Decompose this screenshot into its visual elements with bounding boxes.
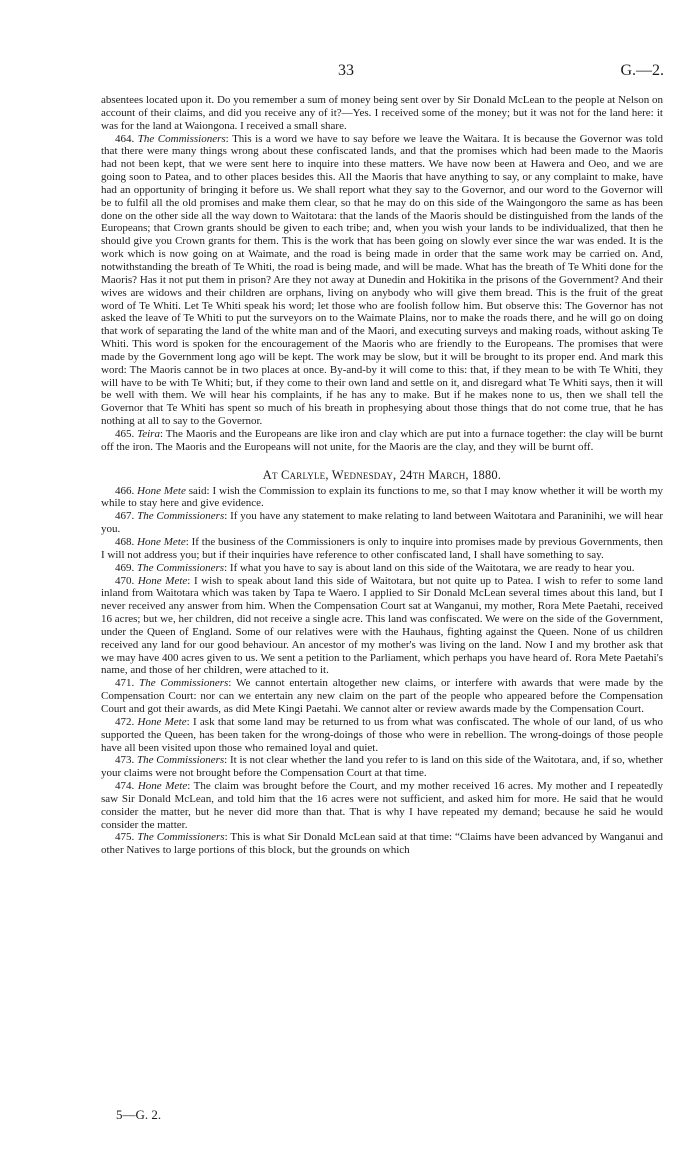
testimony-paragraph — [101, 510, 663, 536]
speaker-separator: : — [185, 536, 189, 548]
paragraph-text: The Maoris and the Europeans are like iron and clay which are put into a furnace together: the clay will be burnt off the iron. The Maoris and the Europeans will not unite, for the Maoris are the clay, and they will be burnt off. — [101, 427, 663, 453]
speaker-name: The Commissioners — [137, 831, 225, 844]
speaker-name: Hone Mete — [137, 536, 186, 548]
paragraph-number: 469. — [115, 561, 135, 574]
paragraph-text: If what you have to say is about land on this side of the Waitotara, we are ready to hear you. — [229, 561, 635, 574]
testimony-paragraph — [101, 536, 663, 562]
paragraph-number: 467. — [115, 510, 135, 523]
speaker-separator: : — [224, 561, 228, 574]
testimony-paragraph — [101, 716, 663, 755]
speaker-name: Hone Mete — [137, 484, 186, 497]
paragraph-text: If the business of the Commissioners is only to inquire into promises made by previous Governments, then I will not address you; but if their inquiries have reference to other confiscated land, I shall have something to say. — [101, 536, 663, 561]
paragraph-number: 464. — [115, 132, 135, 145]
speaker-name: Teira — [137, 427, 160, 440]
paragraph-text: If you have any statement to make relating to land between Waitotara and Paraninihi, we will hear you. — [101, 510, 664, 536]
speaker-name: The Commissioners — [137, 561, 225, 574]
speaker-separator: : — [186, 715, 190, 728]
speaker-name: The Commissioners — [137, 132, 226, 145]
document-reference: G.—2. — [620, 62, 664, 79]
paragraphs-bottom — [101, 485, 663, 857]
paragraph-number: 474. — [115, 780, 135, 793]
speaker-name: Hone Mete — [137, 715, 187, 728]
speaker-separator: : — [159, 427, 164, 440]
paragraph-text: I wish to speak about land this side of Waitotara, but not quite up to Patea. I wish to refer to some land inland from Waitotara which was taken by Tapa te Waero. I applied to Sir Donald McLean several times about this land, but I never received any answer from him. When the Compensation Court sat at Wanganui, my mother, Rora Mete Paetahi, received 16 acres; but we, her children, did not receive a single acre. This land was confiscated. We were on the side of the Government, under the Queen of England. Some of our relatives were with the Hauhaus, fighting against the Queen. None of us children received any land for our good behaviour. An ancestor of my mother's was living on the land. Now I and my brother ask that we may have 400 acres given to us. We sent a petition to the Parliament, which perhaps you have heard of. Rora Mete Paetahi's name, and those of her children, were attached to it. — [101, 574, 664, 677]
paragraph-number: 466. — [115, 484, 135, 497]
speaker-name: The Commissioners — [137, 510, 225, 523]
speaker-separator: : — [187, 574, 191, 587]
paragraph-text: It is not clear whether the land you refer to is land on this side of the Waitotara, and, if so, whether your claims were not brought before the Compensation Court at that time. — [101, 754, 664, 780]
paragraph-number: 472. — [115, 715, 135, 728]
section-heading: At Carlyle, Wednesday, 24th March, 1880. — [262, 467, 502, 482]
signature-mark: 5—G. 2. — [116, 1107, 162, 1122]
paragraph-number: 470. — [115, 574, 135, 587]
document-body — [101, 94, 663, 857]
page-number: 33 — [338, 62, 354, 79]
speaker-separator: : — [187, 780, 191, 793]
speaker-separator: : — [224, 510, 228, 523]
testimony-paragraph — [101, 428, 663, 454]
testimony-paragraph — [101, 677, 663, 716]
paragraph-number: 471. — [115, 677, 135, 690]
speaker-name: Hone Mete — [137, 574, 188, 587]
testimony-paragraph — [101, 780, 663, 831]
speaker-name: The Commissioners — [137, 754, 225, 767]
testimony-paragraph — [101, 485, 663, 511]
speaker-name: The Commissioners — [139, 677, 229, 690]
paragraph-text: This is a word we have to say before we leave the Waitara. It is because the Governor was told that there were many things wrong about these confiscated lands, and that the promises which had been made to the Maoris had not been kept, that we were sent here to inquire into these matters. We have now been at Hawera and Oeo, and we are going soon to Patea, and to other places besides this. All the Maoris that have anything to say, or any complaint to make, have had an opportunity of bringing it before us. We shall report what they say to the Governor, and our word to the Governor will be to fulfil all the old promises and make them clear, so that he may do on this side of the Waingongoro the same as has been done on the other side all the way down to Waitotara: that the lands of the Maoris should be distinguished from the lands of the Europeans; that Crown grants should be given to each tribe; and, when you wish your lands to be individualized, that then he should give you Crown grants for them. This is the work that has been going on slowly ever since the war was ended. It is the work which is now going on at Waimate, and the road is being made in order that the same work may be carried on. And, notwithstanding the breath of Te Whiti, the road is being made, and will be made. What has the breath of Te Whiti done for the Maoris? Has it not put them in prison? Are they not away at Dunedin and Hokitika in the prisons of the Government? And their wives are widows and their children are orphans, living on anybody who will give them bread. This is the fruit of the great word of Te Whiti. Let Te Whiti speak his word; let those who are foolish follow him. But observe this: The Governor has not asked the leave of Te Whiti to put the surveyors on to the Waimate Plains, nor to make the roads there, and he will go on doing that work of separating the land of the white man and of the Maori, and executing surveys and making roads, without asking Te Whiti. This word is spoken for the encouragement of the Maoris who are friendly to the Europeans. The promises that were made by the Government long ago will be kept. The work may be slow, but it will be brought to its proper end. And mark this word: The Maoris cannot be in two places at once. By-and-by it will come to this: that, if they mean to be with Te Whiti, they will have to be with Te Whiti; but, if they come to their own land and settle on it, and disregard what Te Whiti says, then it will be well with them. We will hear his complaints, if he has any to make. But if he makes none to us, then we shall tell the Governor that Te Whiti has spent so much of his breath in prophesying about those things that do not come true, that he has nothing at all to say to the Governor. — [101, 132, 664, 428]
paragraph-number: 468. — [115, 536, 135, 548]
paragraph-text: This is what Sir Donald McLean said at that time: “Claims have been advanced by Wanganui and other Natives to large portions of this block, but the grounds on which — [101, 831, 664, 857]
paragraph-text: I ask that some land may be returned to us from what was confiscated. The whole of our land, of us who supported the Queen, has been taken for the wrong-doings of those who were in rebellion. The wrong-doings of those people have all been visited upon those who remained loyal and quiet. — [101, 715, 663, 754]
paragraphs-top — [101, 133, 663, 454]
speaker-separator: said: — [185, 484, 210, 497]
paragraph-text: We cannot entertain altogether new claims, or interfere with awards that were made by the Compensation Court: nor can we entertain any new claim on the part of the people who appeared before the Compensation Court and got their awards, as did Mete Kingi Paetahi. We cannot alter or review awards made by the Compensation Court. — [101, 677, 663, 715]
paragraph-number: 475. — [115, 831, 135, 844]
speaker-separator: : — [224, 754, 228, 767]
speaker-separator: : — [225, 132, 229, 145]
paragraph-text: I wish the Commission to explain its functions to me, so that I may know whether it will be worth my while to stay here and give evidence. — [101, 484, 664, 510]
speaker-separator: : — [224, 831, 228, 844]
testimony-paragraph — [101, 575, 663, 678]
testimony-paragraph — [101, 754, 663, 780]
paragraph-number: 473. — [115, 754, 135, 767]
intro-paragraph: absentees located upon it. Do you remember a sum of money being sent over by Sir Donald McLean to the people at Nelson on account of their claims, and did you receive any of it?—Yes. I received some of the money; but it was not for the land here: it was for the land at Waiongona. I received a small share. — [101, 94, 663, 132]
testimony-paragraph — [101, 133, 663, 428]
testimony-paragraph — [101, 562, 663, 575]
speaker-separator: : — [228, 677, 232, 690]
paragraph-number: 465. — [115, 427, 135, 440]
testimony-paragraph — [101, 831, 663, 857]
paragraph-text: The claim was brought before the Court, and my mother received 16 acres. My mother and I repeatedly saw Sir Donald McLean, and told him that the 16 acres were not sufficient, and asked him for more. He said that he would consider the matter, but he never did more than that. That is why I have repeated my demand; because he said he would consider the matter. — [101, 780, 664, 831]
speaker-name: Hone Mete — [137, 780, 188, 793]
